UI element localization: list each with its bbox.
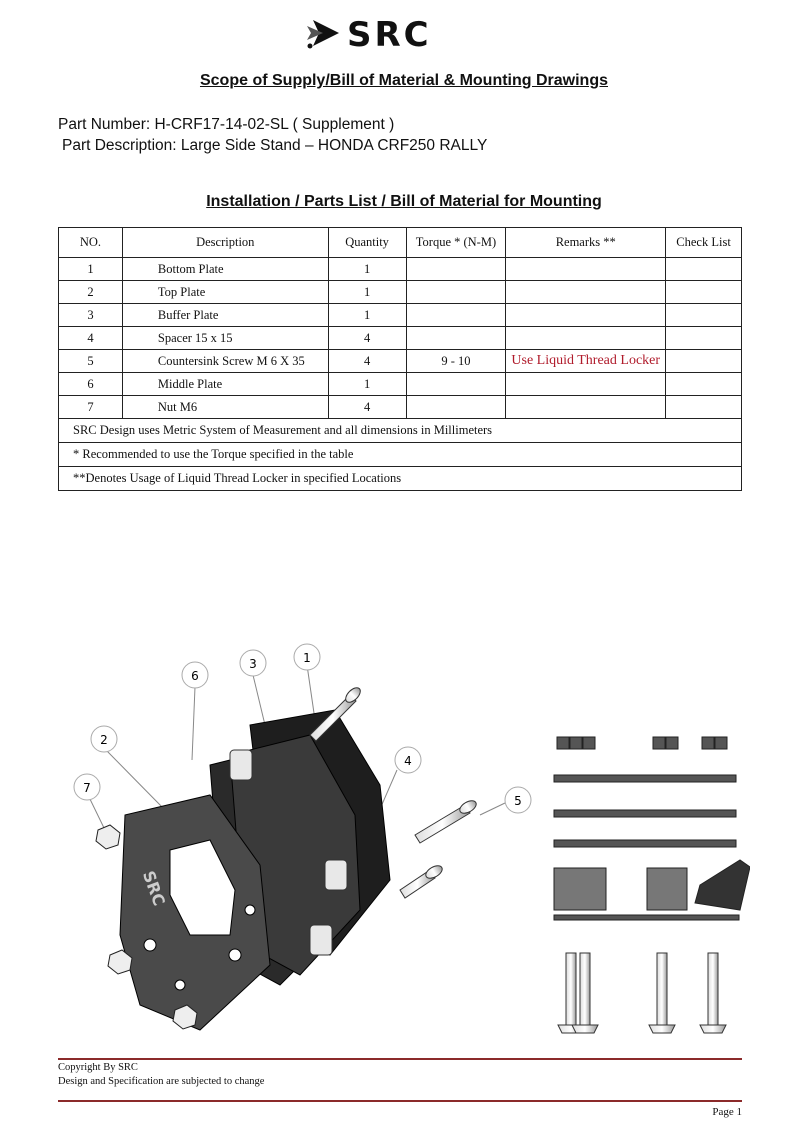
- cell-torque: [406, 373, 506, 396]
- table-row: [59, 396, 742, 419]
- cell-no: 6: [59, 373, 123, 396]
- cell-check: [666, 396, 742, 419]
- cell-remarks-thread-locker: Use Liquid Thread Locker: [506, 350, 666, 373]
- table-row: [59, 281, 742, 304]
- src-logo: [305, 12, 480, 54]
- callout-4: [395, 747, 421, 773]
- cell-torque: [406, 258, 506, 281]
- cell-check: [666, 281, 742, 304]
- footer-copyright: Copyright By SRC: [58, 1062, 138, 1073]
- svg-text:3: 3: [249, 657, 257, 671]
- note-torque: * Recommended to use the Torque specified in the table: [59, 443, 742, 467]
- bill-of-material-table: [58, 227, 742, 491]
- note-row: [59, 419, 742, 443]
- logo-text: SRC: [347, 15, 432, 54]
- footer-disclaimer: Design and Specification are subjected to change: [58, 1076, 265, 1087]
- cell-no: 4: [59, 327, 123, 350]
- cell-description: Buffer Plate: [122, 304, 328, 327]
- cell-description: Nut M6: [122, 396, 328, 419]
- callout-5: [505, 787, 531, 813]
- table-row: [59, 304, 742, 327]
- cell-remarks: [506, 396, 666, 419]
- svg-text:1: 1: [303, 651, 311, 665]
- mounting-drawing: [60, 635, 750, 1050]
- section-title: Installation / Parts List / Bill of Material for Mounting: [206, 193, 602, 210]
- cell-no: 1: [59, 258, 123, 281]
- svg-text:4: 4: [404, 754, 412, 768]
- cell-description: Top Plate: [122, 281, 328, 304]
- cell-quantity: 4: [328, 350, 406, 373]
- page-number: Page 1: [712, 1106, 742, 1118]
- header-check-list: Check List: [666, 228, 742, 258]
- note-thread-locker: **Denotes Usage of Liquid Thread Locker in specified Locations: [59, 467, 742, 491]
- callout-3: [240, 650, 266, 676]
- cell-torque: [406, 281, 506, 304]
- part-description: Part Description: Large Side Stand – HONDA CRF250 RALLY: [62, 137, 488, 154]
- header-remarks: Remarks **: [506, 228, 666, 258]
- table-header-row: [59, 228, 742, 258]
- cell-torque: [406, 396, 506, 419]
- cell-no: 2: [59, 281, 123, 304]
- cell-remarks: [506, 304, 666, 327]
- cell-remarks: [506, 281, 666, 304]
- cell-no: 5: [59, 350, 123, 373]
- callout-1: [294, 644, 320, 670]
- callout-7: [74, 774, 100, 800]
- table-row: [59, 327, 742, 350]
- parts-layout: [554, 737, 750, 920]
- note-metric: SRC Design uses Metric System of Measurement and all dimensions in Millimeters: [59, 419, 742, 443]
- table-row: [59, 258, 742, 281]
- cell-quantity: 1: [328, 281, 406, 304]
- svg-text:7: 7: [83, 781, 91, 795]
- cell-remarks: [506, 258, 666, 281]
- svg-text:6: 6: [191, 669, 199, 683]
- callout-2: [91, 726, 117, 752]
- bolt-layout: [558, 953, 726, 1033]
- cell-check: [666, 373, 742, 396]
- cell-quantity: 1: [328, 304, 406, 327]
- cell-description: Countersink Screw M 6 X 35: [122, 350, 328, 373]
- table-row: [59, 350, 742, 373]
- svg-text:5: 5: [514, 794, 522, 808]
- cell-remarks: [506, 327, 666, 350]
- table-row: [59, 373, 742, 396]
- cell-description: Bottom Plate: [122, 258, 328, 281]
- logo-swoosh-icon: [307, 20, 339, 49]
- part-number: Part Number: H-CRF17-14-02-SL ( Supplement ): [58, 116, 395, 133]
- cell-quantity: 1: [328, 373, 406, 396]
- note-row: [59, 467, 742, 491]
- cell-no: 3: [59, 304, 123, 327]
- header-no: NO.: [59, 228, 123, 258]
- cell-check: [666, 327, 742, 350]
- cell-torque: 9 - 10: [406, 350, 506, 373]
- footer-divider-bottom: [58, 1100, 742, 1102]
- cell-quantity: 1: [328, 258, 406, 281]
- cell-check: [666, 258, 742, 281]
- svg-text:2: 2: [100, 733, 108, 747]
- cell-check: [666, 304, 742, 327]
- cell-quantity: 4: [328, 396, 406, 419]
- cell-remarks: [506, 373, 666, 396]
- cell-torque: [406, 327, 506, 350]
- callout-6: [182, 662, 208, 688]
- page-title: Scope of Supply/Bill of Material & Mounting Drawings: [199, 72, 608, 89]
- cell-no: 7: [59, 396, 123, 419]
- cell-description: Spacer 15 x 15: [122, 327, 328, 350]
- cell-quantity: 4: [328, 327, 406, 350]
- footer-divider-top: [58, 1058, 742, 1060]
- cell-check: [666, 350, 742, 373]
- note-row: [59, 443, 742, 467]
- cell-description: Middle Plate: [122, 373, 328, 396]
- plate-brand-mark: SRC: [138, 868, 169, 909]
- header-description: Description: [122, 228, 328, 258]
- header-quantity: Quantity: [328, 228, 406, 258]
- cell-torque: [406, 304, 506, 327]
- header-torque: Torque * (N-M): [406, 228, 506, 258]
